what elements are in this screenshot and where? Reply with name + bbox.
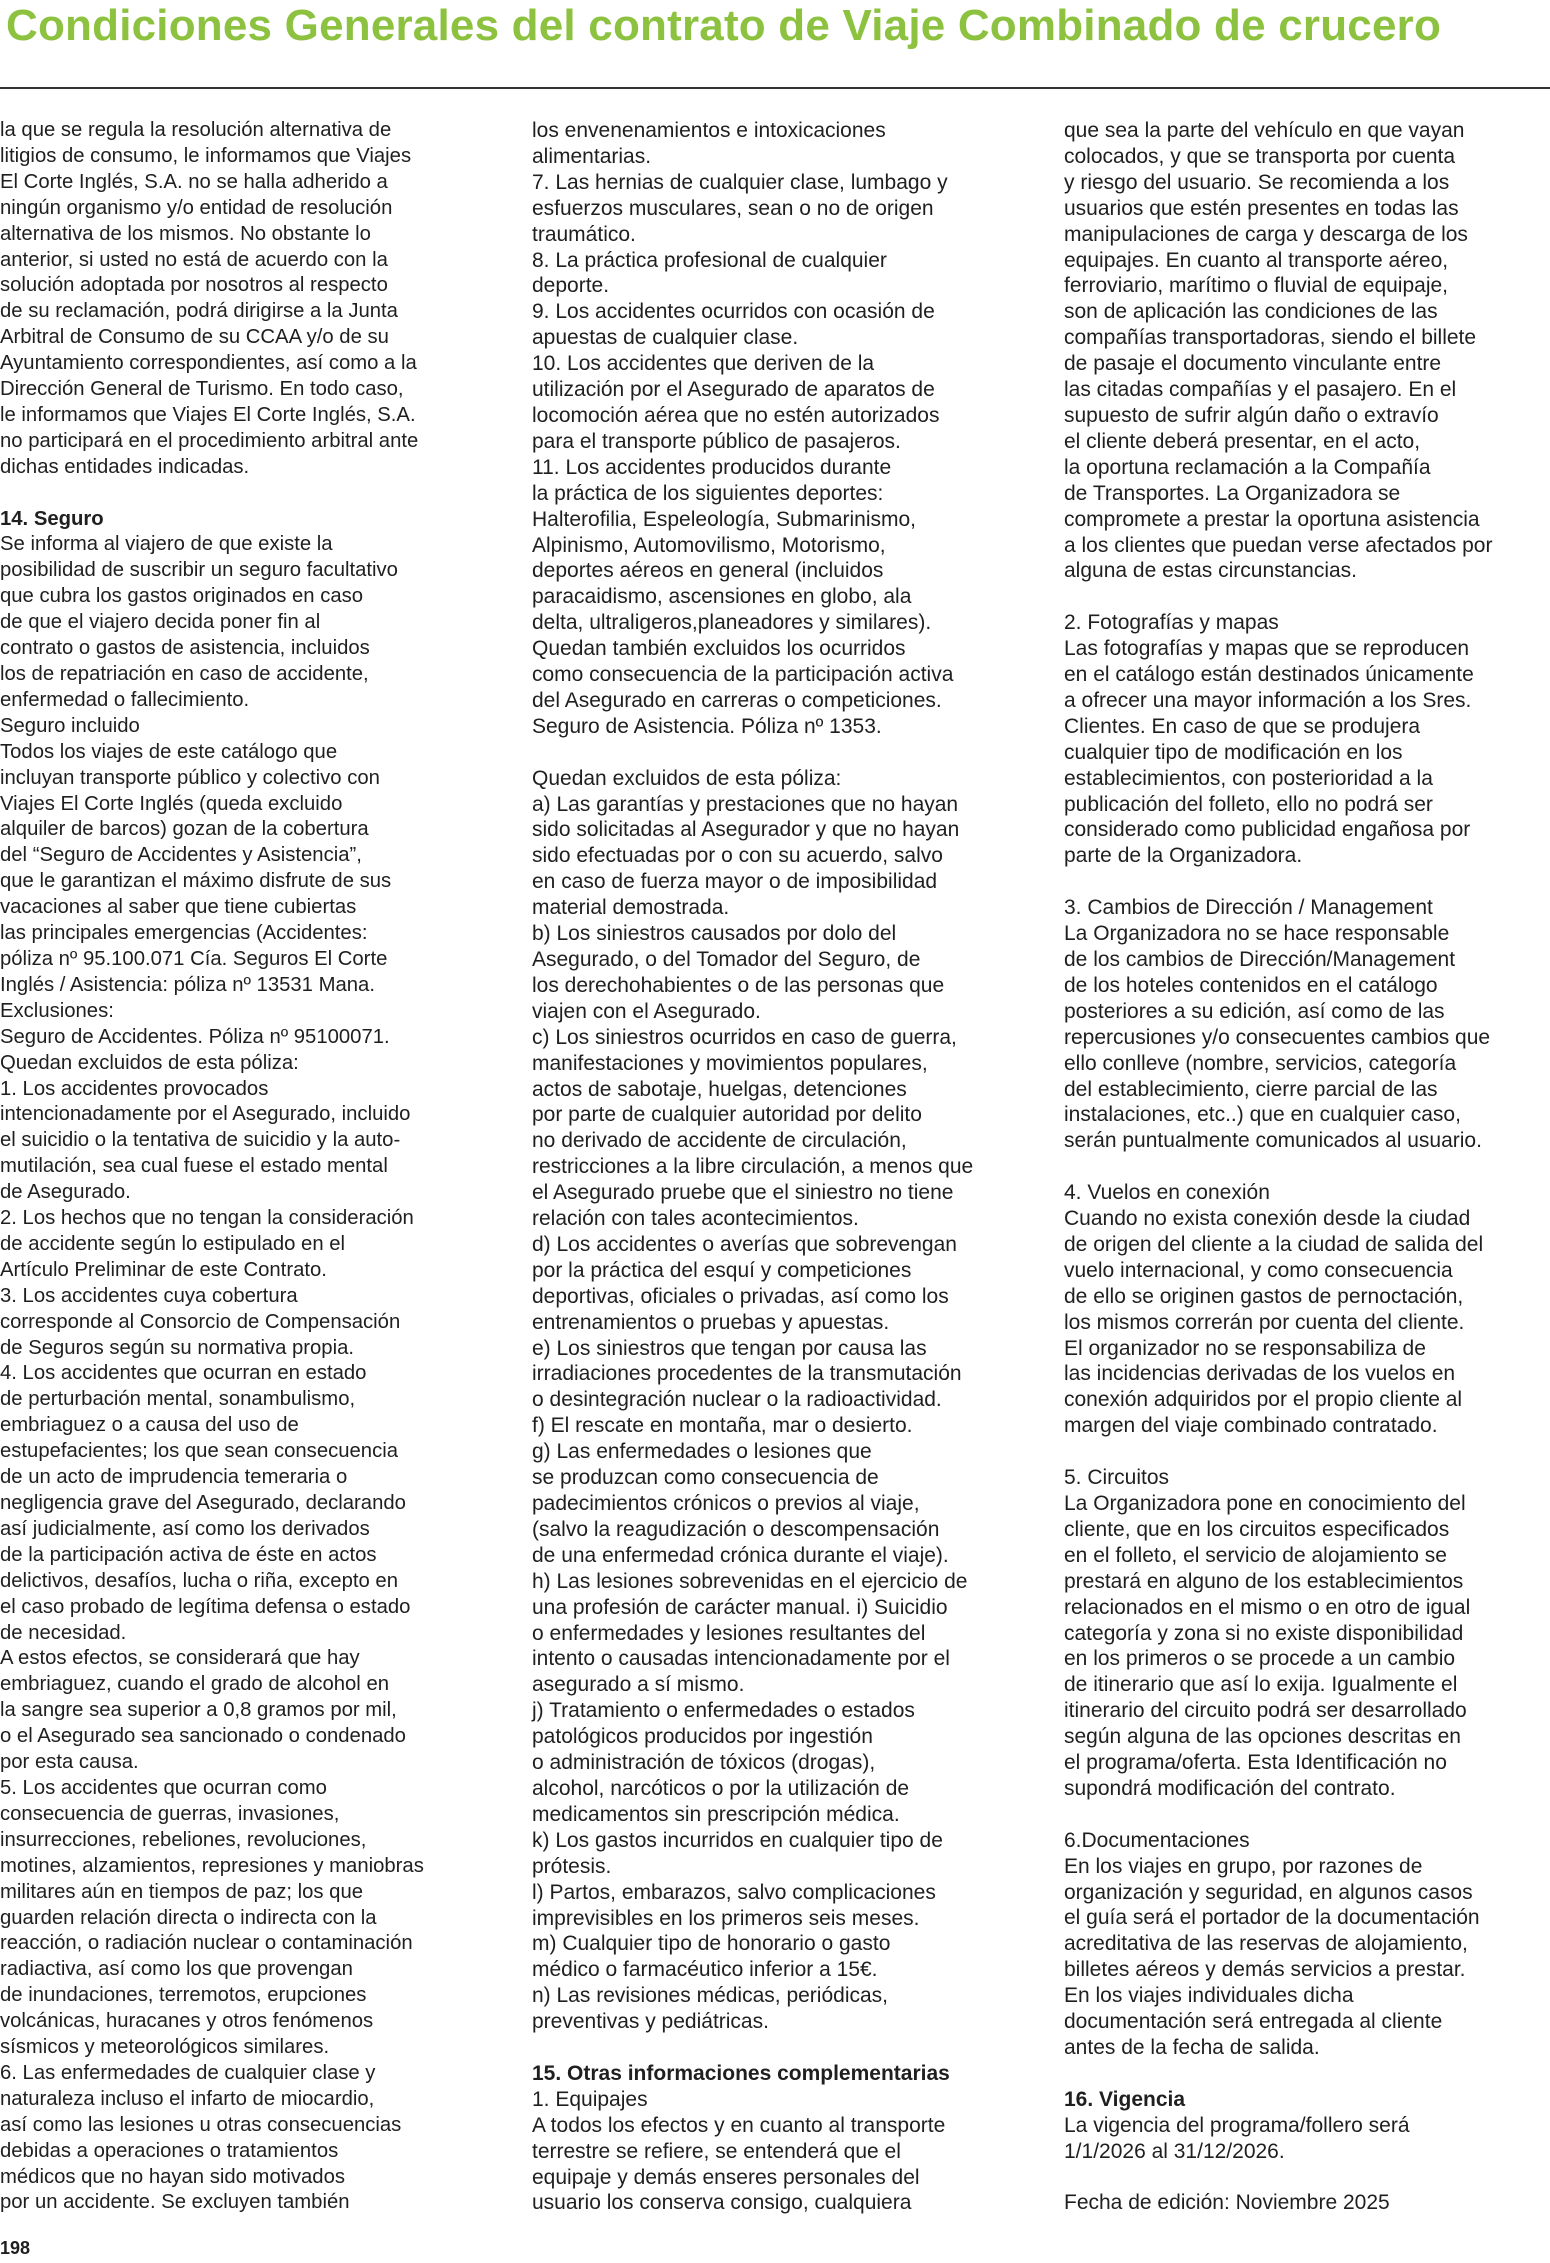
text-column-2 <box>532 118 1022 2216</box>
text-column-1 <box>0 118 490 2216</box>
paragraph-spacer <box>0 481 490 507</box>
paragraph: 1. Equipajes A todos los efectos y en cuanto al transporte terrestre se refiere, se entenderá que el equipaje y demás enseres personales del usuario los conserva consigo, cualquiera <box>532 2087 946 2215</box>
paragraph-spacer <box>1064 869 1550 895</box>
paragraph-spacer <box>1064 1439 1550 1465</box>
paragraph: la que se regula la resolución alternativa de litigios de consumo, le informamos que Viajes El Corte Inglés, S.A. no se halla adherido a ningún organismo y/o entidad de resolución alternativa de los mismos. No obstante lo anterior, si usted no está de acuerdo con la solución adoptada por nosotros al respecto de su reclamación, podrá dirigirse a la Junta Arbitral de Consumo de su CCAA y/o de su Ayuntamiento correspondientes, así como a la Dirección General de Turismo. En todo caso, le informamos que Viajes El Corte Inglés, S.A. no participará en el procedimiento arbitral ante dichas entidades indicadas. <box>0 119 419 478</box>
paragraph: Quedan excluidos de esta póliza: a) Las garantías y prestaciones que no hayan sido solicitadas al Asegurador y que no hayan sido efectuadas por o con su acuerdo, salvo en caso de fuerza mayor o de imposibilidad material demostrada. b) Los siniestros causados por dolo del Asegurado, o del Tomador del Seguro, de los derechohabientes o de las personas que viajen con el Asegurado. c) Los siniestros ocurridos en caso de guerra, manifestaciones y movimientos populares, actos de sabotaje, huelgas, detenciones por parte de cualquier autoridad por delito no derivado de accidente de circulación, restricciones a la libre circulación, a menos que el Asegurado pruebe que el siniestro no tiene relación con tales acontecimientos. d) Los accidentes o averías que sobrevengan por la práctica del esquí y competiciones deportivas, oficiales o privadas, así como los entrenamientos o pruebas y apuestas. e) Los siniestros que tengan por causa las irradiaciones procedentes de la transmutación o desintegración nuclear o la radioactividad. f) El rescate en montaña, mar o desierto. g) Las enfermedades o lesiones que se produzcan como consecuencia de padecimientos crónicos o previos al viaje, (salvo la reagudización o descompensación de una enfermedad crónica durante el viaje). h) Las lesiones sobrevenidas en el ejercicio de una profesión de carácter manual. i) Suicidio o enfermedades y lesiones resultantes del intento o causadas intencionadamente por el asegurado a sí mismo. j) Tratamiento o enfermedades o estados patológicos producidos por ingestión o administración de tóxicos (drogas), alcohol, narcóticos o por la utilización de medicamentos sin prescripción médica. k) Los gastos incurridos en cualquier tipo de prótesis. l) Partos, embarazos, salvo complicaciones imprevisibles en los primeros seis meses. m) Cualquier tipo de honorario o gasto médico o farmacéutico inferior a 15€. n) Las revisiones médicas, periódicas, preventivas y pediátricas. <box>532 766 974 2034</box>
paragraph-spacer <box>1064 2061 1550 2087</box>
paragraph: La vigencia del programa/follero será 1/1/2026 al 31/12/2026. <box>1064 2113 1410 2163</box>
paragraph: los envenenamientos e intoxicaciones alimentarias. 7. Las hernias de cualquier clase, lumbago y esfuerzos musculares, sean o no de origen traumático. 8. La práctica profesional de cualquier deporte. 9. Los accidentes ocurridos con ocasión de apuestas de cualquier clase. 10. Los accidentes que deriven de la utilización por el Asegurado de aparatos de locomoción aérea que no estén autorizados para el transporte público de pasajeros. 11. Los accidentes producidos durante la práctica de los siguientes deportes: Halterofilia, Espeleología, Submarinismo, Alpinismo, Automovilismo, Motorismo, deportes aéreos en general (incluidos paracaidismo, ascensiones en globo, ala delta, ultraligeros,planeadores y similares). Quedan también excluidos los ocurridos como consecuencia de la participación activa del Asegurado en carreras o competiciones. Seguro de Asistencia. Póliza nº 1353. <box>532 119 954 738</box>
paragraph: Se informa al viajero de que existe la posibilidad de suscribir un seguro facultativo que cubra los gastos originados en caso de que el viajero decida poner fin al contrato o gastos de asistencia, incluidos los de repatriación en caso de accidente, enfermedad o fallecimiento. Seguro incluido Todos los viajes de este catálogo que incluyan transporte público y colectivo con Viajes El Corte Inglés (queda excluido alquiler de barcos) gozan de la cobertura del “Seguro de Accidentes y Asistencia”, que le garantizan el máximo disfrute de sus vacaciones al saber que tiene cubiertas las principales emergencias (Accidentes: póliza nº 95.100.071 Cía. Seguros El Corte Inglés / Asistencia: póliza nº 13531 Mana. Exclusiones: Seguro de Accidentes. Póliza nº 95100071. Quedan excluidos de esta póliza: 1. Los accidentes provocados intencionadamente por el Asegurado, incluido el suicidio o la tentativa de suicidio y la auto- mutilación, sea cual fuese el estado mental de Asegurado. 2. Los hechos que no tengan la consideración de accidente según lo estipulado en el Artículo Preliminar de este Contrato. 3. Los accidentes cuya cobertura corresponde al Consorcio de Compensación de Seguros según su normativa propia. 4. Los accidentes que ocurran en estado de perturbación mental, sonambulismo, embriaguez o a causa del uso de estupefacientes; los que sean consecuencia de un acto de imprudencia temeraria o negligencia grave del Asegurado, declarando así judicialmente, así como los derivados de la participación activa de éste en actos delictivos, desafíos, lucha o riña, excepto en el caso probado de legítima defensa o estado de necesidad. A estos efectos, se considerará que hay embriaguez, cuando el grado de alcohol en la sangre sea superior a 0,8 gramos por mil, o el Asegurado sea sancionado o condenado por esta causa. 5. Los accidentes que ocurran como consecuencia de guerras, invasiones, insurrecciones, rebeliones, revoluciones, motines, alzamientos, represiones y maniobras militares aún en tiempos de paz; los que guarden relación directa o indirecta con la reacción, o radiación nuclear o contaminación radiactiva, así como los que provengan de inundaciones, terremotos, erupciones volcánicas, huracanes y otros fenómenos sísmicos y meteorológicos similares. 6. Las enfermedades de cualquier clase y naturaleza incluso el infarto de miocardio, así como las lesiones u otras consecuencias debidas a operaciones o tratamientos médicos que no hayan sido motivados por un accidente. Se excluyen también <box>0 533 424 2214</box>
paragraph: 2. Fotografías y mapas Las fotografías y mapas que se reproducen en el catálogo están destinados únicamente a ofrecer una mayor información a los Sres. Clientes. En caso de que se produjera cualquier tipo de modificación en los establecimientos, con posterioridad a la publicación del folleto, ello no podrá ser considerado como publicidad engañosa por parte de la Organizadora. <box>1064 611 1474 868</box>
paragraph: 4. Vuelos en conexión Cuando no exista conexión desde la ciudad de origen del cliente a la ciudad de salida del vuelo internacional, y como consecuencia de ello se originen gastos de pernoctación, los mismos correrán por cuenta del cliente. El organizador no se responsabiliza de las incidencias derivadas de los vuelos en conexión adquiridos por el propio cliente al margen del viaje combinado contratado. <box>1064 1181 1484 1438</box>
paragraph: 6.Documentaciones En los viajes en grupo, por razones de organización y seguridad, en algunos casos el guía será el portador de la documentación acreditativa de las reservas de alojamiento, billetes aéreos y demás servicios a prestar. En los viajes individuales dicha documentación será entregada al cliente antes de la fecha de salida. <box>1064 1828 1480 2059</box>
paragraph-spacer <box>1064 1802 1550 1828</box>
section-heading: 14. Seguro <box>0 507 104 530</box>
paragraph-spacer <box>1064 1154 1550 1180</box>
paragraph-spacer <box>1064 2165 1550 2191</box>
header-divider <box>0 87 1550 89</box>
paragraph: Fecha de edición: Noviembre 2025 <box>1064 2191 1390 2215</box>
section-heading: 16. Vigencia <box>1064 2087 1186 2111</box>
paragraph-spacer <box>532 740 1022 766</box>
paragraph-spacer <box>1064 584 1550 610</box>
paragraph: que sea la parte del vehículo en que vayan colocados, y que se transporta por cuenta y riesgo del usuario. Se recomienda a los usuarios que estén presentes en todas las manipulaciones de carga y descarga de los equipajes. En cuanto al transporte aéreo, ferroviario, marítimo o fluvial de equipaje, son de aplicación las condiciones de las compañías transportadoras, siendo el billete de pasaje el documento vinculante entre las citadas compañías y el pasajero. En el supuesto de sufrir algún daño o extravío el cliente deberá presentar, en el acto, la oportuna reclamación a la Compañía de Transportes. La Organizadora se compromete a prestar la oportuna asistencia a los clientes que puedan verse afectados por alguna de estas circunstancias. <box>1064 119 1493 583</box>
paragraph: 3. Cambios de Dirección / Management La Organizadora no se hace responsable de los cambios de Dirección/Management de los hoteles contenidos en el catálogo posteriores a su edición, así como de las repercusiones y/o consecuentes cambios que ello conlleve (nombre, servicios, categoría del establecimiento, cierre parcial de las instalaciones, etc..) que en cualquier caso, serán puntualmente comunicados al usuario. <box>1064 896 1491 1153</box>
text-column-3 <box>1064 118 1550 2216</box>
paragraph-spacer <box>532 2035 1022 2061</box>
page-number: 198 <box>0 2238 31 2258</box>
section-heading: 15. Otras informaciones complementarias <box>532 2061 950 2085</box>
page-title: Condiciones Generales del contrato de Viaje Combinado de crucero <box>6 1 1442 50</box>
paragraph: 5. Circuitos La Organizadora pone en conocimiento del cliente, que en los circuitos especificados en el folleto, el servicio de alojamiento se prestará en alguno de los establecimientos relacionados en el mismo o en otro de igual categoría y zona si no existe disponibilidad en los primeros o se procede a un cambio de itinerario que así lo exija. Igualmente el itinerario del circuito podrá ser desarrollado según alguna de las opciones descritas en el programa/oferta. Esta Identificación no supondrá modificación del contrato. <box>1064 1466 1471 1800</box>
